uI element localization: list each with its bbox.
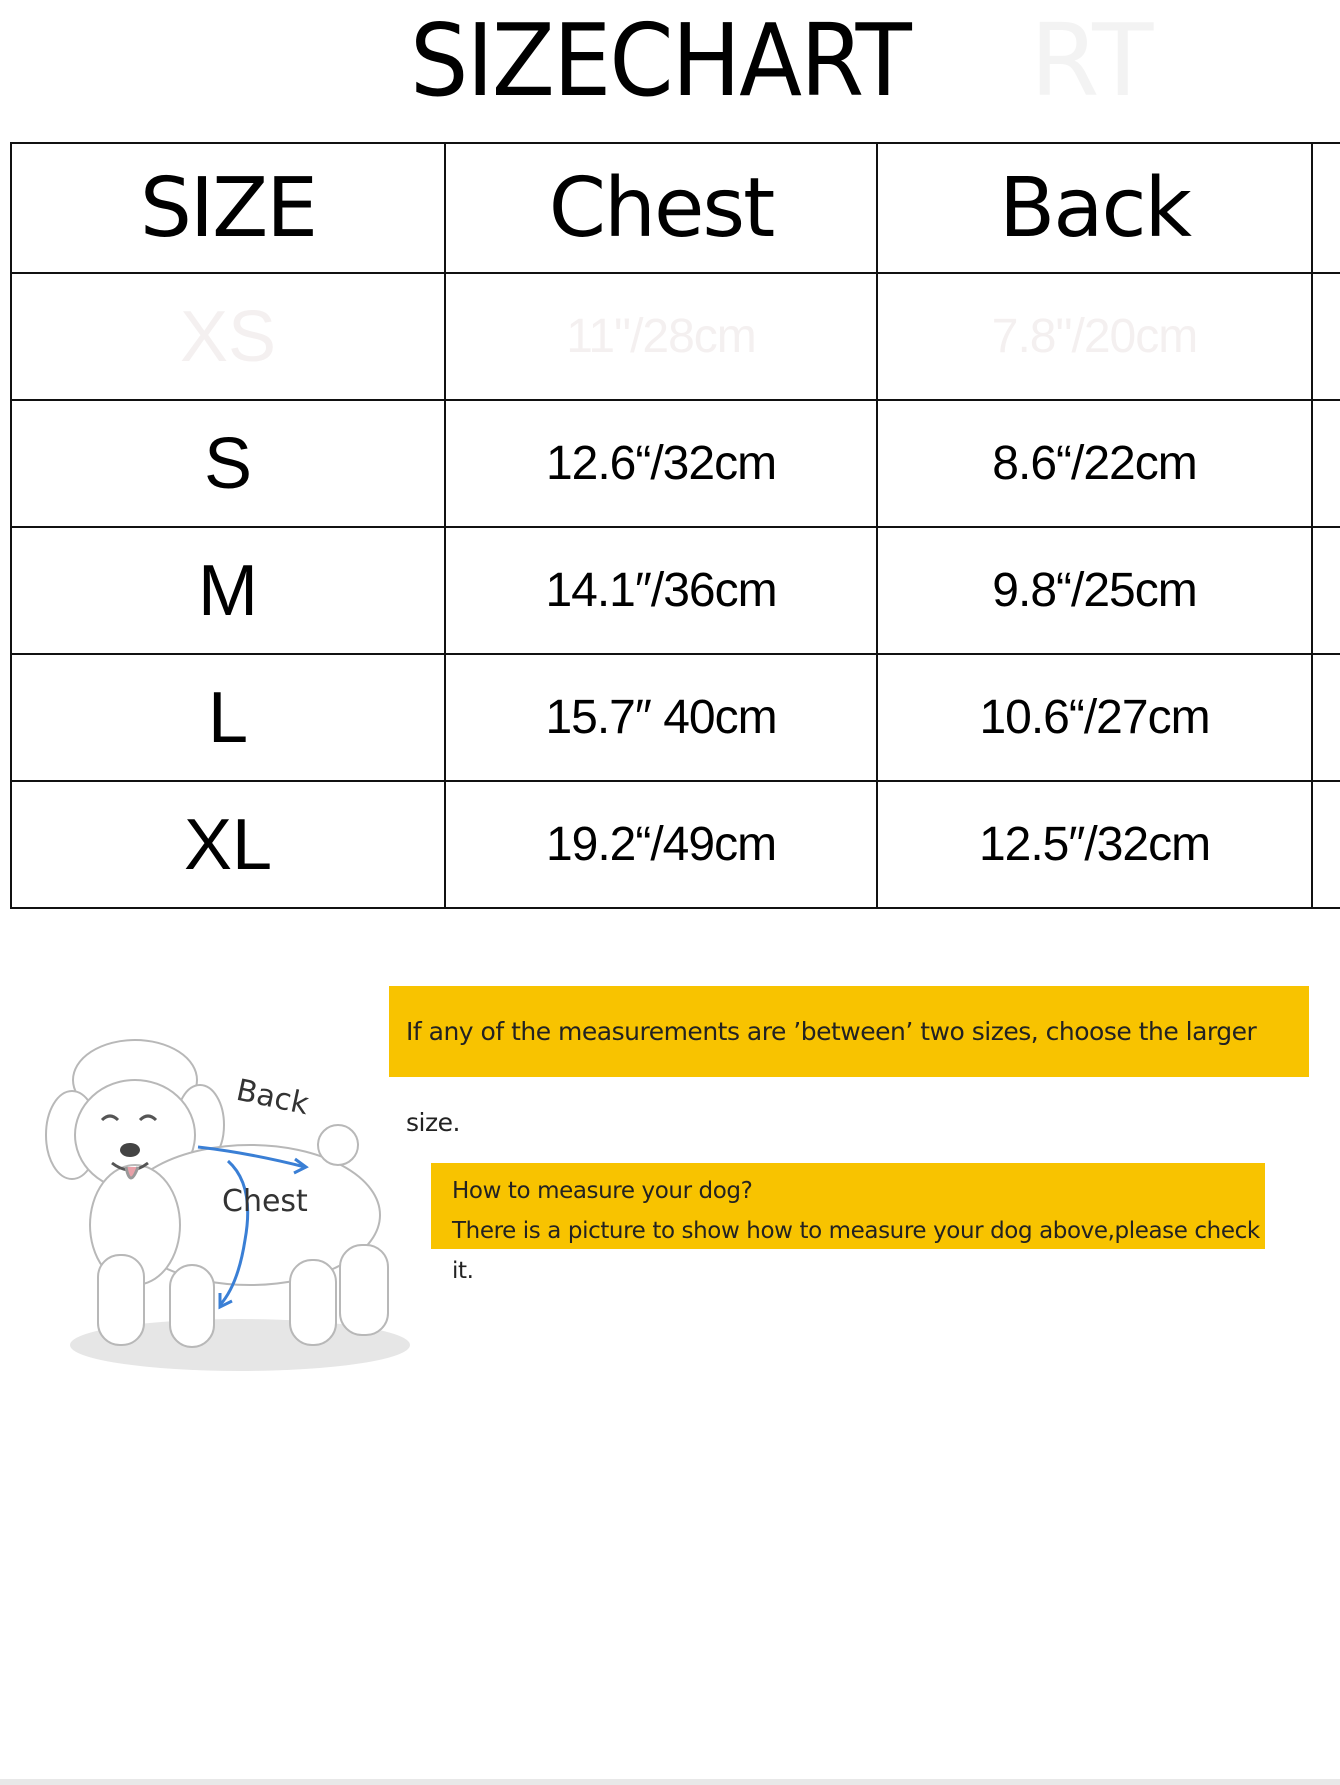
- extra-cell: [1312, 400, 1340, 527]
- table-row: [11, 273, 1340, 400]
- back-cell: 12.5″/32cm: [877, 781, 1312, 908]
- table-row: [11, 654, 1340, 781]
- bottom-divider: [0, 1779, 1340, 1785]
- table-row: [11, 781, 1340, 908]
- dog-back-label: Back: [233, 1072, 312, 1123]
- back-cell: 7.8"/20cm: [877, 273, 1312, 400]
- size-chart-table: [10, 142, 1340, 909]
- how-to-measure-title: How to measure your dog?: [452, 1178, 753, 1204]
- extra-cell: [1312, 781, 1340, 908]
- size-cell: XL: [11, 781, 445, 908]
- back-cell: 10.6“/27cm: [877, 654, 1312, 781]
- how-to-measure-text: There is a picture to show how to measure your dog above,please check it.: [452, 1218, 1260, 1284]
- header-extra: [1312, 143, 1340, 273]
- page-title: SIZECHART: [410, 2, 910, 119]
- header-back: Back: [877, 143, 1312, 273]
- table-row: [11, 527, 1340, 654]
- title-ghost-text: RT: [1030, 2, 1154, 119]
- extra-cell: [1312, 654, 1340, 781]
- chest-cell: 12.6“/32cm: [445, 400, 877, 527]
- how-to-measure-note: [431, 1163, 1265, 1284]
- chest-cell: 11"/28cm: [445, 273, 877, 400]
- dog-chest-label: Chest: [222, 1184, 308, 1219]
- header-size: SIZE: [11, 143, 445, 273]
- table-row: [11, 400, 1340, 527]
- chest-cell: 14.1″/36cm: [445, 527, 877, 654]
- chest-cell: 19.2“/49cm: [445, 781, 877, 908]
- size-cell: XS: [11, 273, 445, 400]
- extra-cell: [1312, 273, 1340, 400]
- size-cell: M: [11, 527, 445, 654]
- chest-cell: 15.7″ 40cm: [445, 654, 877, 781]
- table-header-row: [11, 143, 1340, 273]
- size-cell: S: [11, 400, 445, 527]
- back-cell: 9.8“/25cm: [877, 527, 1312, 654]
- back-cell: 8.6“/22cm: [877, 400, 1312, 527]
- larger-size-note: If any of the measurements are ’between’ two sizes, choose the larger size.: [389, 986, 1309, 1077]
- extra-cell: [1312, 527, 1340, 654]
- size-cell: L: [11, 654, 445, 781]
- header-chest: Chest: [445, 143, 877, 273]
- poodle-icon: [46, 1040, 388, 1347]
